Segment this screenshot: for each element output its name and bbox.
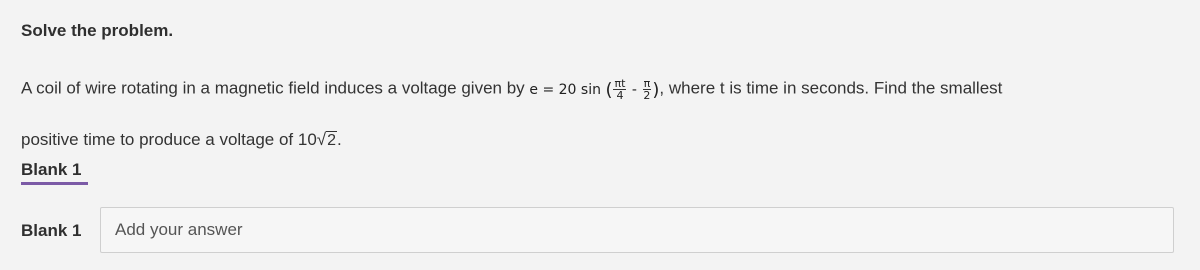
frac1-denominator: 4 (616, 89, 624, 102)
question-line-1 (21, 78, 1002, 101)
frac2-denominator: 2 (643, 89, 651, 102)
minus-sign: - (631, 81, 637, 98)
question-line-2 (21, 130, 342, 150)
equation (529, 77, 660, 102)
frac2-numerator: π (643, 77, 651, 90)
fraction-pi-t-over-4 (613, 78, 626, 101)
problem-title: Solve the problem. (21, 21, 174, 40)
fraction-pi-over-2 (642, 78, 651, 101)
paren-open: ( (605, 79, 613, 100)
sqrt-expression (317, 130, 337, 150)
blank-section-label: Blank 1 (21, 160, 82, 179)
paren-close: ) (652, 79, 660, 100)
question-text-before: A coil of wire rotating in a magnetic field induces a voltage given by (21, 78, 530, 98)
answer-row-label: Blank 1 (21, 221, 82, 240)
equation-lhs: e = 20 sin (529, 81, 601, 98)
answer-input[interactable] (100, 207, 1174, 253)
question-line2-text: positive time to produce a voltage of 10 (21, 130, 317, 149)
sqrt-symbol: √ (316, 130, 327, 149)
sqrt-argument: 2 (327, 132, 337, 149)
question-text-after: , where t is time in seconds. Find the smallest (659, 78, 1003, 98)
frac1-numerator: πt (614, 77, 626, 90)
question-line2-end: . (337, 130, 342, 149)
blank-label-underline (21, 182, 88, 185)
